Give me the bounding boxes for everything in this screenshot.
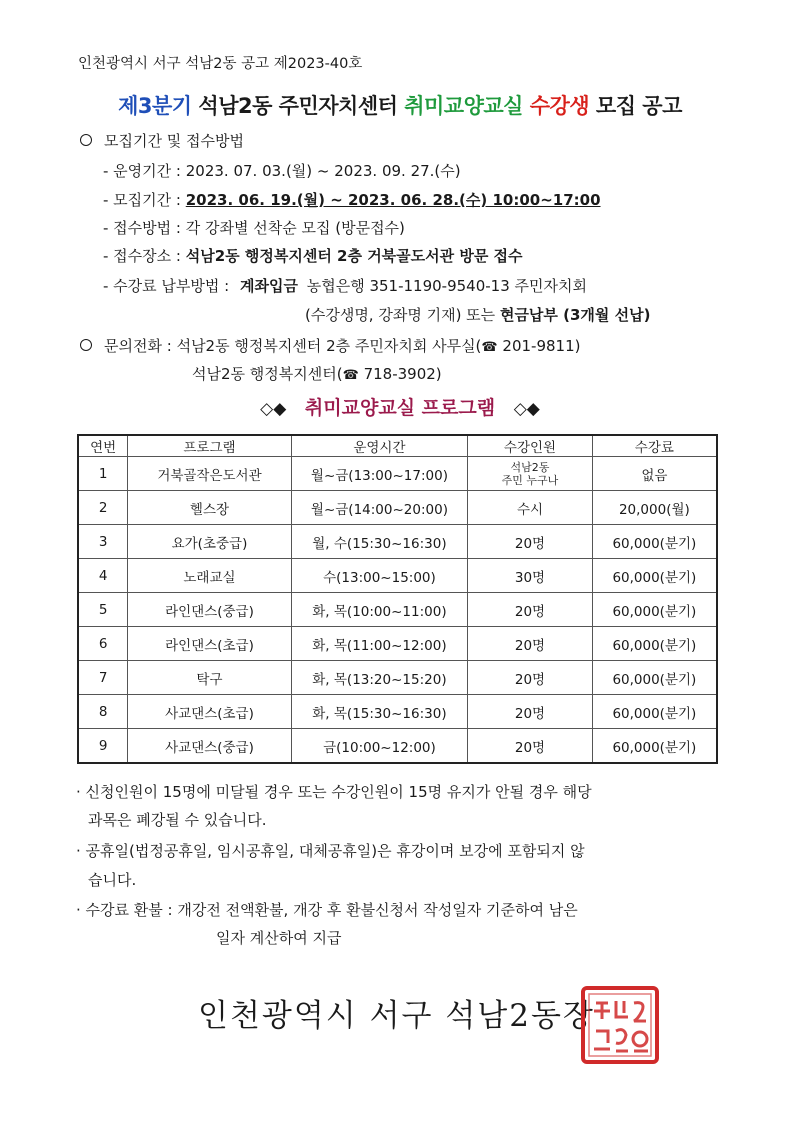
telephone-icon: ☎ <box>481 340 498 355</box>
note-cancellation: · 신청인원이 15명에 미달될 경우 또는 수강인원이 15명 유지가 안될 경우 해당 <box>76 783 592 801</box>
table-cell: 노래교실 <box>128 559 291 593</box>
table-cell: 사교댄스(초급) <box>128 695 291 729</box>
table-row <box>78 695 717 729</box>
table-cell: 탁구 <box>128 661 291 695</box>
table-cell: 요가(초중급) <box>128 525 291 559</box>
title-students: 수강생 <box>529 94 590 118</box>
circle-bullet-icon <box>80 339 92 351</box>
recruitment-period: - 모집기간 : 2023. 06. 19.(월) ~ 2023. 06. 28.(수) 10:00~17:00 <box>103 191 601 209</box>
table-cell: 라인댄스(초급) <box>128 627 291 661</box>
table-cell: 라인댄스(중급) <box>128 593 291 627</box>
column-header: 수강인원 <box>468 435 592 457</box>
table-cell: 2 <box>78 491 128 525</box>
table-cell: 20명 <box>468 593 592 627</box>
official-seal <box>580 985 660 1065</box>
table-row <box>78 559 717 593</box>
title-tail: 모집 공고 <box>595 94 682 118</box>
table-cell: 20,000(월) <box>592 491 717 525</box>
page-title <box>0 90 800 120</box>
program-table-body <box>78 457 717 764</box>
contact-phone: 문의전화 : 석남2동 행정복지센터 2층 주민자치회 사무실(☎ 201-9811) <box>80 335 580 356</box>
table-cell: 7 <box>78 661 128 695</box>
application-method: - 접수방법 : 각 강좌별 선착순 모집 (방문접수) <box>103 219 405 237</box>
table-cell: 화, 목(15:30~16:30) <box>291 695 468 729</box>
table-cell: 60,000(분기) <box>592 525 717 559</box>
note-refund: · 수강료 환불 : 개강전 전액환불, 개강 후 환불신청서 작성일자 기준하여 남은 <box>76 901 578 919</box>
title-course: 취미교양교실 <box>404 94 523 118</box>
table-cell: 30명 <box>468 559 592 593</box>
column-header: 수강료 <box>592 435 717 457</box>
table-cell: 60,000(분기) <box>592 559 717 593</box>
section-recruitment-heading: 모집기간 및 접수방법 <box>80 130 244 151</box>
diamond-outline-icon: ◇ <box>513 399 527 419</box>
program-section-title: ◇◆ 취미교양교실 프로그램 ◇◆ <box>260 397 540 419</box>
table-row <box>78 525 717 559</box>
diamond-filled-icon: ◆ <box>273 399 287 419</box>
table-row <box>78 457 717 491</box>
table-cell: 화, 목(11:00~12:00) <box>291 627 468 661</box>
note-cancellation-cont: 과목은 폐강될 수 있습니다. <box>88 811 267 829</box>
table-row <box>78 729 717 764</box>
note-holidays: · 공휴일(법정공휴일, 임시공휴일, 대체공휴일)은 휴강이며 보강에 포함되지 않 <box>76 842 585 860</box>
table-cell: 20명 <box>468 729 592 764</box>
table-cell: 월, 수(15:30~16:30) <box>291 525 468 559</box>
table-cell: 9 <box>78 729 128 764</box>
table-row <box>78 661 717 695</box>
note-holidays-cont: 습니다. <box>88 871 137 889</box>
application-place-value: 석남2동 행정복지센터 2층 거북골도서관 방문 접수 <box>185 247 523 265</box>
fee-cash-payment: 현금납부 (3개월 선납) <box>499 306 651 324</box>
table-cell: 60,000(분기) <box>592 627 717 661</box>
title-quarter: 제3분기 <box>118 94 192 118</box>
diamond-filled-icon: ◆ <box>526 399 540 419</box>
table-cell: 사교댄스(중급) <box>128 729 291 764</box>
table-cell: 60,000(분기) <box>592 695 717 729</box>
table-cell: 6 <box>78 627 128 661</box>
notice-number: 인천광역시 서구 석남2동 공고 제2023-40호 <box>78 56 363 72</box>
fee-payment-method-detail: (수강생명, 강좌명 기재) 또는 현금납부 (3개월 선납) <box>305 306 651 324</box>
table-cell: 헬스장 <box>128 491 291 525</box>
application-method-value: 각 강좌별 선착순 모집 (방문접수) <box>185 219 405 237</box>
table-cell: 수(13:00~15:00) <box>291 559 468 593</box>
table-cell: 60,000(분기) <box>592 729 717 764</box>
note-refund-cont: 일자 계산하여 지급 <box>216 929 342 947</box>
table-cell: 8 <box>78 695 128 729</box>
table-cell: 60,000(분기) <box>592 661 717 695</box>
table-cell: 화, 목(10:00~11:00) <box>291 593 468 627</box>
issuer-signature: 인천광역시 서구 석남2동장 <box>198 998 595 1034</box>
table-row <box>78 627 717 661</box>
table-cell: 금(10:00~12:00) <box>291 729 468 764</box>
table-cell: 60,000(분기) <box>592 593 717 627</box>
table-cell: 월~금(14:00~20:00) <box>291 491 468 525</box>
table-cell: 1 <box>78 457 128 491</box>
diamond-outline-icon: ◇ <box>260 399 274 419</box>
fee-bank-account: 농협은행 351-1190-9540-13 주민자치회 <box>306 277 587 295</box>
table-row <box>78 593 717 627</box>
table-cell: 5 <box>78 593 128 627</box>
table-cell: 20명 <box>468 627 592 661</box>
table-cell: 20명 <box>468 525 592 559</box>
fee-account-label: 계좌입금 <box>239 277 298 295</box>
table-cell: 없음 <box>592 457 717 491</box>
title-org: 석남2동 주민자치센터 <box>198 94 398 118</box>
table-cell: 20명 <box>468 695 592 729</box>
table-cell: 거북골작은도서관 <box>128 457 291 491</box>
table-cell: 4 <box>78 559 128 593</box>
column-header: 운영시간 <box>291 435 468 457</box>
table-cell: 20명 <box>468 661 592 695</box>
contact-phone-secondary: 석남2동 행정복지센터(☎ 718-3902) <box>192 365 442 383</box>
recruitment-period-value: 2023. 06. 19.(월) ~ 2023. 06. 28.(수) 10:00~17:00 <box>185 191 601 209</box>
table-cell: 수시 <box>468 491 592 525</box>
operation-period: - 운영기간 : 2023. 07. 03.(월) ~ 2023. 09. 27.(수) <box>103 162 461 180</box>
circle-bullet-icon <box>80 134 92 146</box>
table-row <box>78 491 717 525</box>
program-table <box>77 434 718 764</box>
table-cell: 석남2동 주민 누구나 <box>468 457 592 491</box>
application-place: - 접수장소 : 석남2동 행정복지센터 2층 거북골도서관 방문 접수 <box>103 247 523 265</box>
table-cell: 3 <box>78 525 128 559</box>
column-header: 연번 <box>78 435 128 457</box>
operation-period-value: 2023. 07. 03.(월) ~ 2023. 09. 27.(수) <box>185 162 461 180</box>
table-cell: 월~금(13:00~17:00) <box>291 457 468 491</box>
column-header: 프로그램 <box>128 435 291 457</box>
fee-payment-method: - 수강료 납부방법 : 계좌입금 농협은행 351-1190-9540-13 주민자치회 <box>103 277 587 295</box>
table-header-row <box>78 435 717 457</box>
table-cell: 화, 목(13:20~15:20) <box>291 661 468 695</box>
telephone-icon: ☎ <box>342 368 359 383</box>
